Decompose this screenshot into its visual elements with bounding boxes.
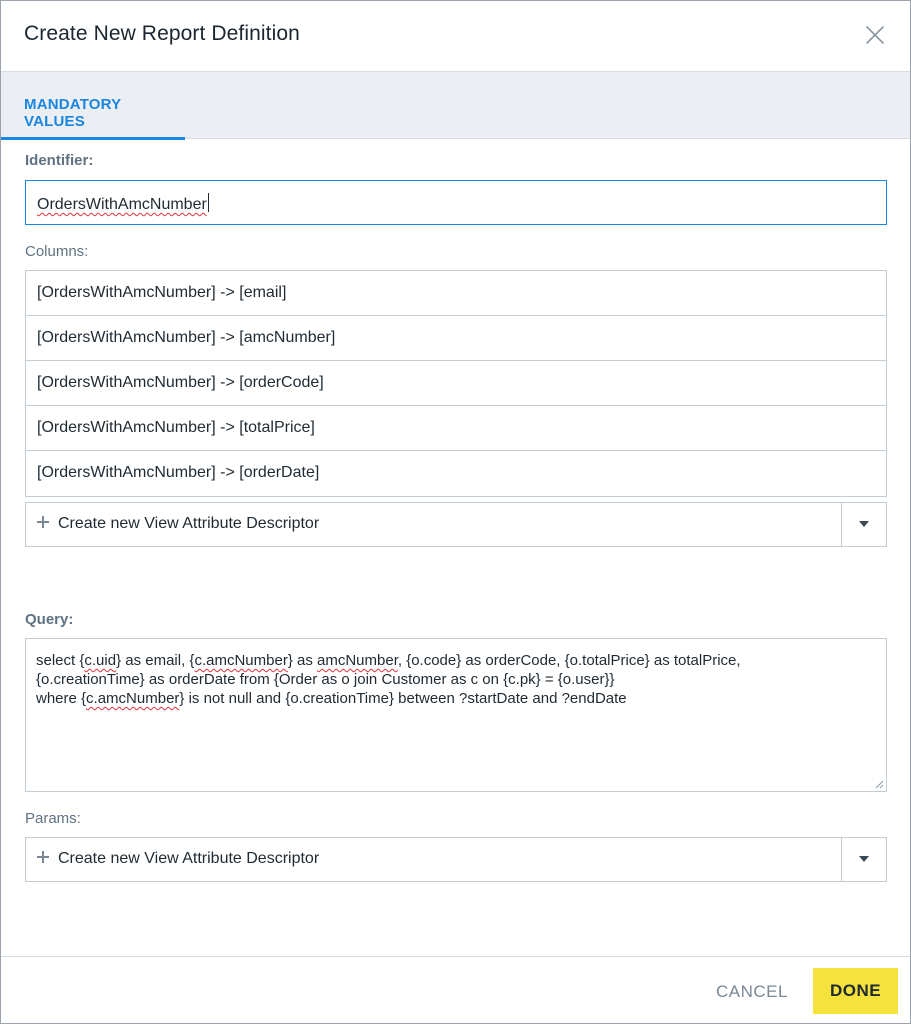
query-label: Query: [25, 611, 74, 628]
dialog-footer [1, 956, 910, 1023]
plus-icon [36, 515, 50, 529]
columns-label: Columns: [25, 243, 89, 260]
close-button[interactable] [862, 22, 888, 48]
query-text-misspelled: c.amcNumber [86, 690, 180, 707]
query-text-misspelled: c.amcNumber [194, 652, 288, 669]
columns-creator-dropdown-toggle[interactable] [841, 503, 886, 546]
query-line-3 [36, 689, 876, 708]
query-line-1 [36, 651, 876, 670]
params-label: Params: [25, 810, 81, 827]
query-text-misspelled: amcNumber [317, 652, 398, 669]
tab-active-indicator [1, 137, 185, 140]
params-creator [25, 837, 887, 882]
query-textarea[interactable] [25, 638, 887, 792]
identifier-label: Identifier: [25, 152, 94, 169]
create-param-descriptor-label: Create new View Attribute Descriptor [58, 850, 320, 867]
done-button[interactable]: DONE [813, 968, 898, 1014]
query-text: } is not null and {o.creationTime} between ?startDate and ?endDate [179, 690, 627, 707]
tab-mandatory-values[interactable] [1, 72, 185, 139]
caret-down-icon [859, 856, 869, 862]
create-column-descriptor-button[interactable] [26, 503, 842, 546]
column-item[interactable]: [OrdersWithAmcNumber] -> [email] [26, 271, 886, 316]
query-text: } as email, { [116, 652, 195, 669]
tab-label: MANDATORY VALUES [24, 96, 122, 130]
column-item[interactable]: [OrdersWithAmcNumber] -> [totalPrice] [26, 406, 886, 451]
query-text: } as [287, 652, 317, 669]
columns-list [25, 270, 887, 497]
create-param-descriptor-button[interactable] [26, 838, 842, 881]
text-caret [208, 193, 209, 212]
identifier-input[interactable] [25, 180, 887, 225]
resize-grip-icon[interactable] [874, 779, 884, 789]
query-line-2: {o.creationTime} as orderDate from {Order as o join Customer as c on {c.pk} = {o.user}} [36, 671, 615, 688]
tab-bar [1, 72, 910, 139]
dialog-title: Create New Report Definition [24, 22, 300, 45]
dialog-header [1, 1, 910, 72]
identifier-value: OrdersWithAmcNumber [37, 196, 207, 213]
column-item[interactable]: [OrdersWithAmcNumber] -> [amcNumber] [26, 316, 886, 361]
create-column-descriptor-label: Create new View Attribute Descriptor [58, 515, 320, 532]
column-item[interactable]: [OrdersWithAmcNumber] -> [orderDate] [37, 464, 320, 481]
columns-creator [25, 502, 887, 547]
plus-icon [36, 850, 50, 864]
cancel-button[interactable]: CANCEL [716, 982, 788, 1001]
query-text-misspelled: c.uid [84, 652, 117, 669]
close-icon [862, 22, 888, 48]
params-creator-dropdown-toggle[interactable] [841, 838, 886, 881]
column-item[interactable]: [OrdersWithAmcNumber] -> [orderCode] [26, 361, 886, 406]
query-text: select { [36, 652, 85, 669]
caret-down-icon [859, 521, 869, 527]
query-text: where { [36, 690, 87, 707]
query-text: , {o.code} as orderCode, {o.totalPrice} as totalPrice, [397, 652, 741, 669]
